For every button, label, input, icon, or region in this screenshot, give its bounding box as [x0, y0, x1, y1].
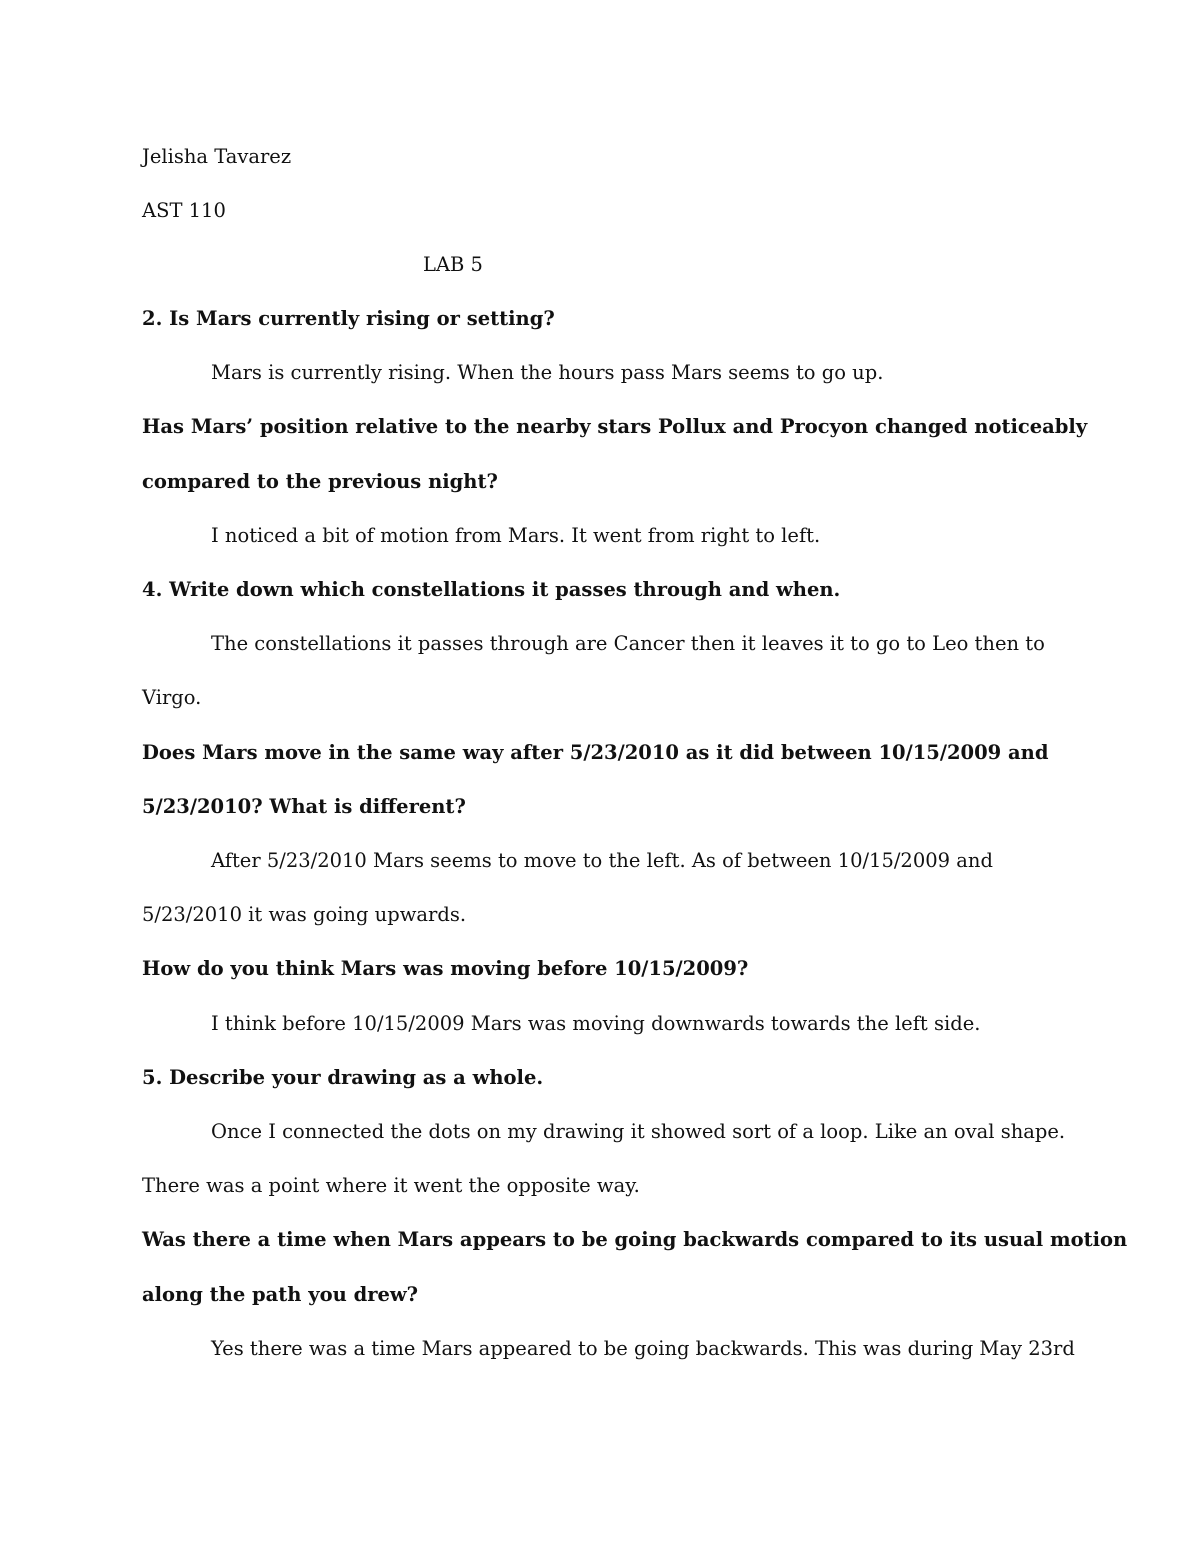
question-line: How do you think Mars was moving before 10/15/2009?: [142, 957, 749, 980]
answer-line: 5/23/2010 it was going upwards.: [142, 903, 467, 926]
question-line: 5/23/2010? What is different?: [142, 795, 466, 818]
answer-line: Mars is currently rising. When the hours pass Mars seems to go up.: [211, 361, 884, 384]
question-line: Has Mars’ position relative to the nearby stars Pollux and Procyon changed noticeably: [142, 415, 1088, 438]
answer-line: I noticed a bit of motion from Mars. It went from right to left.: [211, 524, 821, 547]
question-line: 4. Write down which constellations it passes through and when.: [142, 578, 841, 601]
question-line: compared to the previous night?: [142, 470, 498, 493]
document-title: LAB 5: [423, 253, 483, 276]
answer-line: I think before 10/15/2009 Mars was moving downwards towards the left side.: [211, 1012, 981, 1035]
answer-line: Yes there was a time Mars appeared to be going backwards. This was during May 23rd: [211, 1337, 1075, 1360]
question-line: 5. Describe your drawing as a whole.: [142, 1066, 544, 1089]
answer-line: After 5/23/2010 Mars seems to move to the left. As of between 10/15/2009 and: [211, 849, 993, 872]
answer-line: Once I connected the dots on my drawing it showed sort of a loop. Like an oval shape.: [211, 1120, 1066, 1143]
question-line: Was there a time when Mars appears to be going backwards compared to its usual motion: [142, 1228, 1128, 1251]
answer-line: There was a point where it went the opposite way.: [142, 1174, 640, 1197]
course-code: AST 110: [142, 199, 226, 222]
question-line: Does Mars move in the same way after 5/23/2010 as it did between 10/15/2009 and: [142, 741, 1049, 764]
question-line: along the path you drew?: [142, 1283, 419, 1306]
answer-line: The constellations it passes through are Cancer then it leaves it to go to Leo then to: [211, 632, 1045, 655]
author-name: Jelisha Tavarez: [142, 145, 292, 168]
question-line: 2. Is Mars currently rising or setting?: [142, 307, 555, 330]
answer-line: Virgo.: [142, 686, 202, 709]
